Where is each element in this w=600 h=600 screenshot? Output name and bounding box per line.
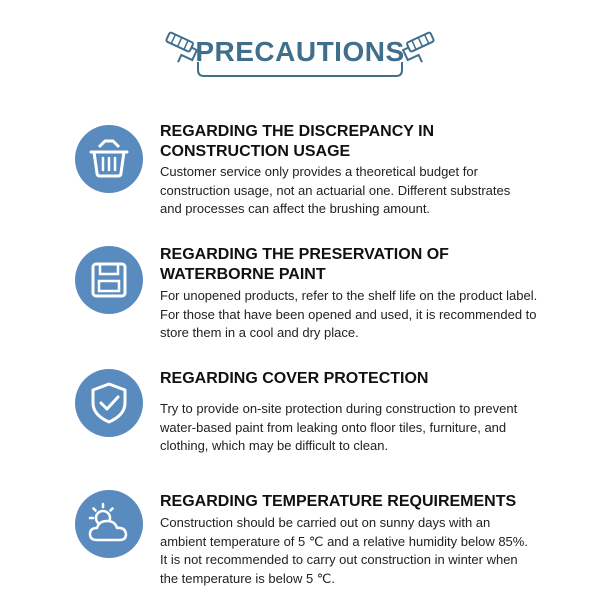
item-title: REGARDING TEMPERATURE REQUIREMENTS <box>160 493 517 510</box>
sun-cloud-icon <box>75 490 143 558</box>
floppy-disk-icon <box>75 246 143 314</box>
page-title: PRECAUTIONS <box>195 36 405 67</box>
icon-badge <box>75 490 143 558</box>
item-title: REGARDING THE PRESERVATION OF WATERBORNE PAINT <box>160 246 449 283</box>
header <box>0 22 600 82</box>
icon-badge <box>75 246 143 314</box>
item-description: Construction should be carried out on sunny days with an ambient temperature of 5 ℃ and a relative humidity below 85%. It is not recommended to carry out construction in winter when the temperature is below 5 ℃. <box>160 515 528 586</box>
icon-badge <box>75 369 143 437</box>
basket-icon <box>75 125 143 193</box>
item-description: Customer service only provides a theoretical budget for construction usage, not an actuarial one. Different substrates and processes can affect the brushing amount. <box>160 164 511 216</box>
item-title: REGARDING THE DISCREPANCY IN CONSTRUCTION USAGE <box>160 123 435 160</box>
icon-badge <box>75 125 143 193</box>
item-description: Try to provide on-site protection during construction to prevent water-based paint from leaking onto floor tiles, furniture, and clothing, which may be difficult to clean. <box>160 401 518 453</box>
item-description: For unopened products, refer to the shelf life on the product label. For those that have been opened and used, it is recommended to store them in a cool and dry place. <box>160 288 538 340</box>
item-title: REGARDING COVER PROTECTION <box>160 370 429 387</box>
shield-check-icon <box>75 369 143 437</box>
